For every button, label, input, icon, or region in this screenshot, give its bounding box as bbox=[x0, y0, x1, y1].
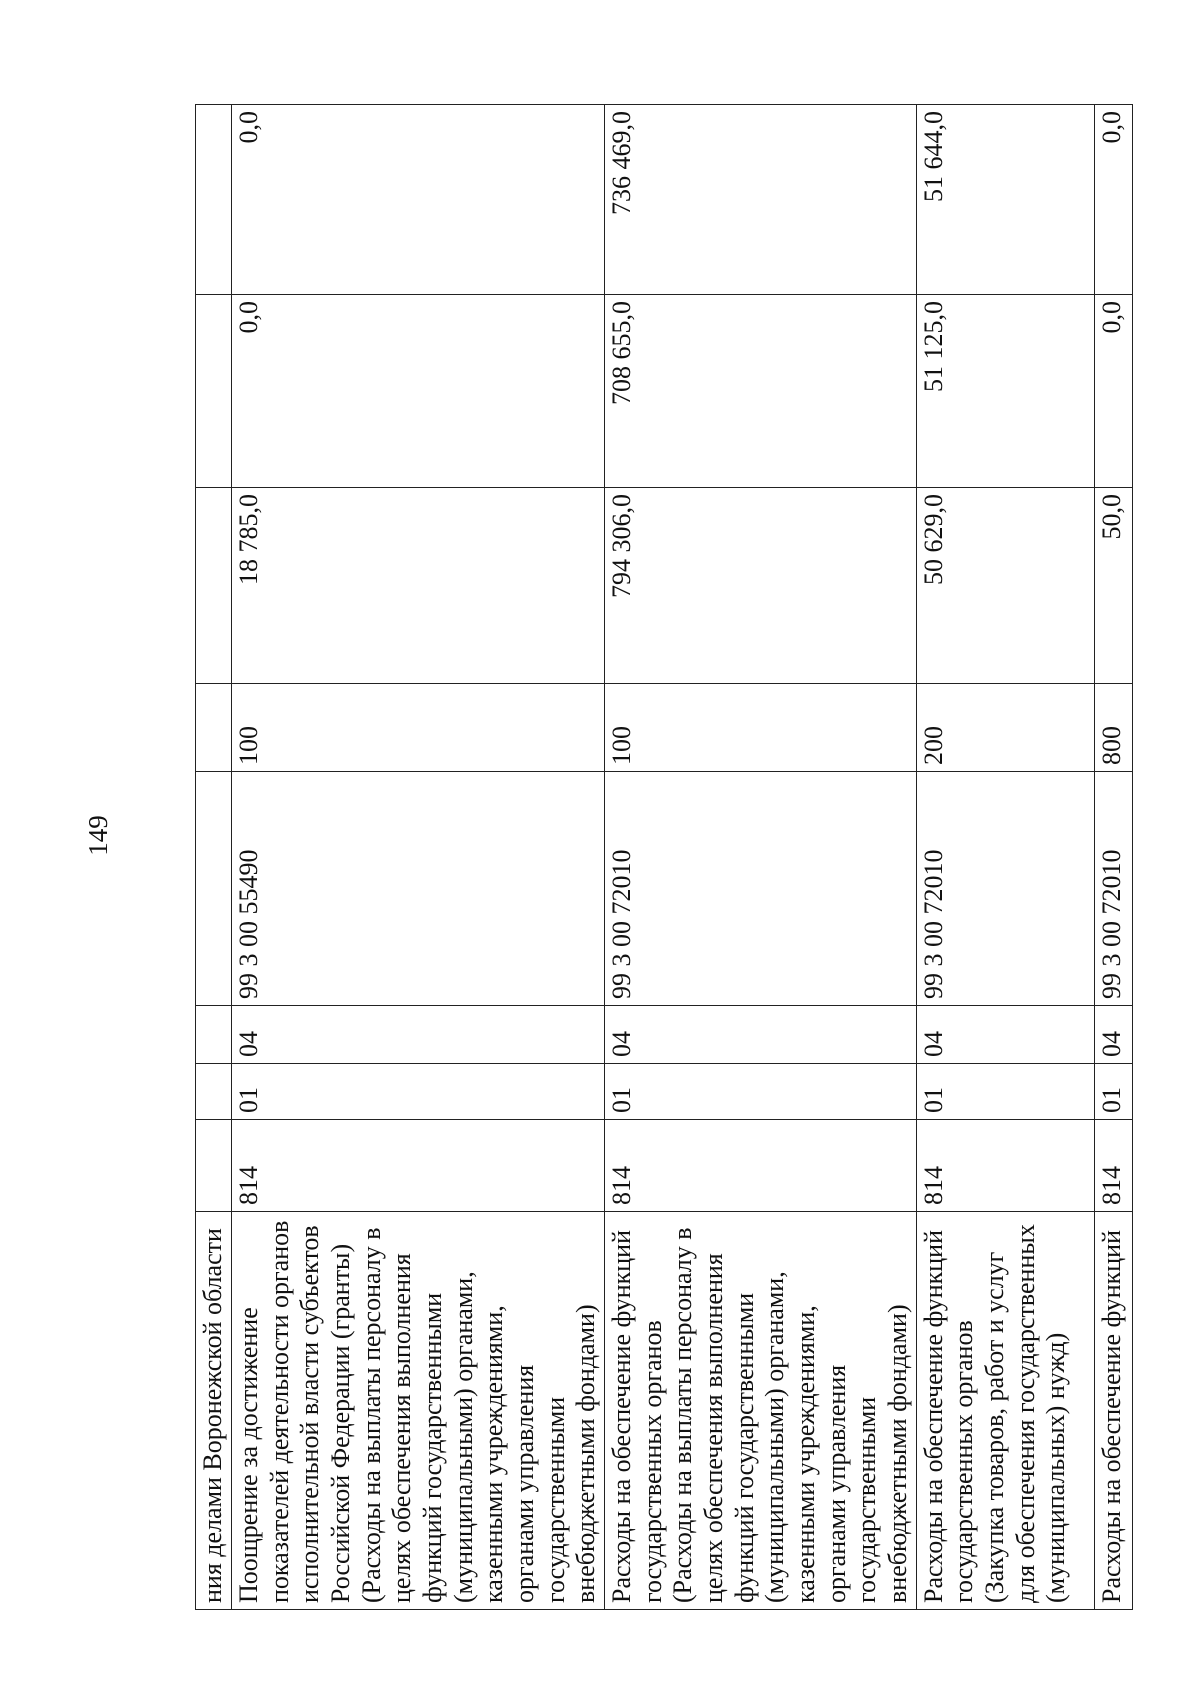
sum3-cell: 0,0 bbox=[232, 105, 605, 295]
rz-cell: 01 bbox=[605, 1064, 917, 1120]
table-row bbox=[196, 105, 232, 1610]
pr-cell: 04 bbox=[1094, 1006, 1132, 1064]
vr-cell: 100 bbox=[605, 684, 917, 772]
budget-table bbox=[195, 104, 1133, 1610]
sum1-cell: 50 629,0 bbox=[916, 488, 1094, 684]
sum1-cell: 794 306,0 bbox=[605, 488, 917, 684]
sum2-cell: 51 125,0 bbox=[916, 295, 1094, 488]
grbs-cell: 814 bbox=[232, 1120, 605, 1212]
sum2-cell bbox=[196, 295, 232, 488]
sum2-cell: 0,0 bbox=[232, 295, 605, 488]
sum2-cell: 0,0 bbox=[1094, 295, 1132, 488]
grbs-cell: 814 bbox=[916, 1120, 1094, 1212]
sum1-cell: 50,0 bbox=[1094, 488, 1132, 684]
sum3-cell: 0,0 bbox=[1094, 105, 1132, 295]
pr-cell bbox=[196, 1006, 232, 1064]
sum3-cell: 51 644,0 bbox=[916, 105, 1094, 295]
sum3-cell bbox=[196, 105, 232, 295]
rz-cell: 01 bbox=[916, 1064, 1094, 1120]
sum3-cell: 736 469,0 bbox=[605, 105, 917, 295]
table-row bbox=[232, 105, 605, 1610]
grbs-cell: 814 bbox=[1094, 1120, 1132, 1212]
row-description: Поощрение за достижение показателей деятельности органов исполнительной власти субъектов Российской Федерации (гранты) (Расходы на выплаты персоналу в целях обеспечения выполнения функций государственными (муниципальными) органами, казенными учреждениями, органами управления государственными внебюджетными фондами) bbox=[232, 1212, 605, 1610]
grbs-cell bbox=[196, 1120, 232, 1212]
row-description: Расходы на обеспечение функций bbox=[1094, 1212, 1132, 1610]
rz-cell: 01 bbox=[1094, 1064, 1132, 1120]
pr-cell: 04 bbox=[605, 1006, 917, 1064]
row-description: Расходы на обеспечение функций государственных органов (Расходы на выплаты персоналу в целях обеспечения выполнения функций государственными (муниципальными) органами, казенными учреждениями, органами управления государственными внебюджетными фондами) bbox=[605, 1212, 917, 1610]
vr-cell: 800 bbox=[1094, 684, 1132, 772]
sum1-cell: 18 785,0 bbox=[232, 488, 605, 684]
vr-cell bbox=[196, 684, 232, 772]
table-row bbox=[916, 105, 1094, 1610]
sum2-cell: 708 655,0 bbox=[605, 295, 917, 488]
rz-cell bbox=[196, 1064, 232, 1120]
rz-cell: 01 bbox=[232, 1064, 605, 1120]
grbs-cell: 814 bbox=[605, 1120, 917, 1212]
csr-cell: 99 3 00 72010 bbox=[1094, 772, 1132, 1006]
page-number: 149 bbox=[82, 815, 113, 856]
vr-cell: 100 bbox=[232, 684, 605, 772]
pr-cell: 04 bbox=[232, 1006, 605, 1064]
csr-cell bbox=[196, 772, 232, 1006]
row-description: ния делами Воронежской области bbox=[196, 1212, 232, 1610]
pr-cell: 04 bbox=[916, 1006, 1094, 1064]
sum1-cell bbox=[196, 488, 232, 684]
vr-cell: 200 bbox=[916, 684, 1094, 772]
csr-cell: 99 3 00 72010 bbox=[605, 772, 917, 1006]
csr-cell: 99 3 00 72010 bbox=[916, 772, 1094, 1006]
rotated-table-container bbox=[195, 105, 1126, 1610]
table-row bbox=[605, 105, 917, 1610]
row-description: Расходы на обеспечение функций государственных органов (Закупка товаров, работ и услуг для обеспечения государственных (муниципальных) нужд) bbox=[916, 1212, 1094, 1610]
table-row bbox=[1094, 105, 1132, 1610]
csr-cell: 99 3 00 55490 bbox=[232, 772, 605, 1006]
